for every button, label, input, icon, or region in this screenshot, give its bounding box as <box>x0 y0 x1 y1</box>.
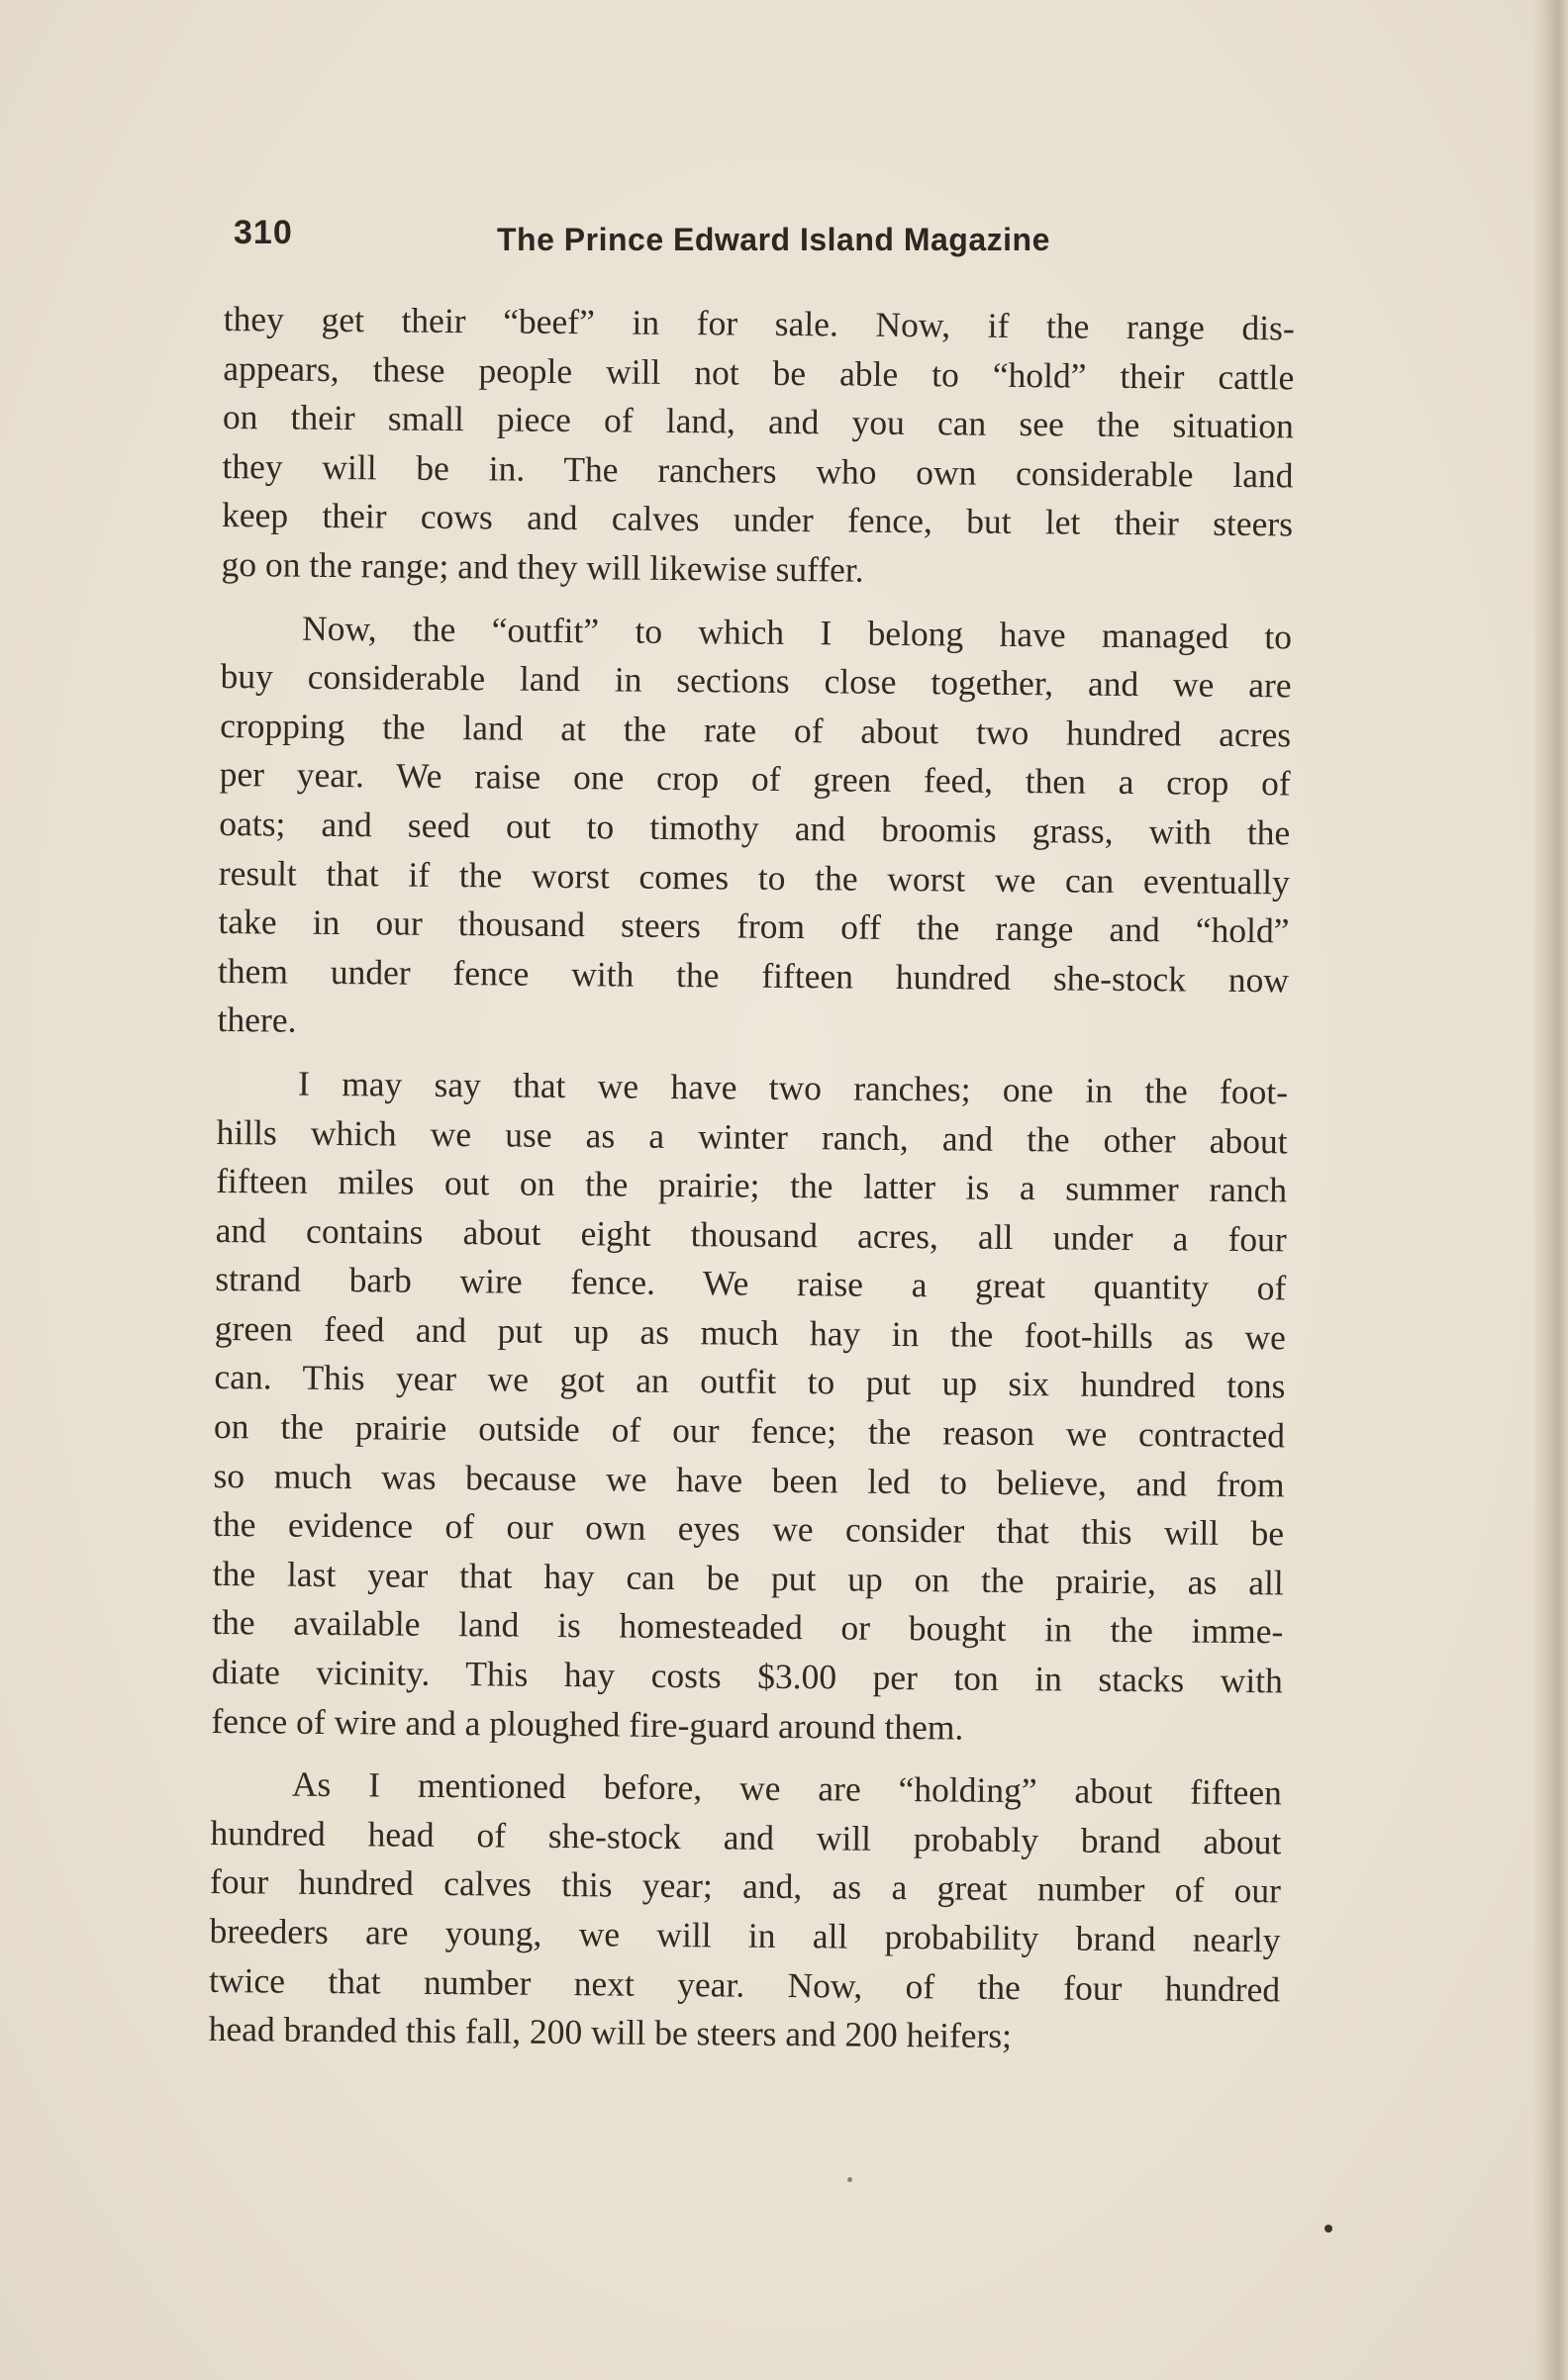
paragraph <box>208 1760 1282 2063</box>
paper-speck <box>1324 2225 1332 2233</box>
page-number: 310 <box>234 214 293 251</box>
text-line: result that if the worst comes to the worst we can eventually <box>218 852 1291 902</box>
text-line: take in our thousand steers from off the range and “hold” <box>218 902 1290 951</box>
running-head <box>234 214 1293 273</box>
text-line: go on the range; and they will likewise suffer. <box>221 543 864 590</box>
text-line: appears, these people will not be able to “hold” their cattle <box>223 347 1295 398</box>
text-line: fence of wire and a ploughed fire-guard around them. <box>211 1700 964 1748</box>
text-line: on their small piece of land, and you can see the situation <box>222 397 1295 446</box>
text-line: the last year that hay can be put up on the prairie, as all <box>212 1553 1284 1603</box>
magazine-title: The Prince Edward Island Magazine <box>497 222 1050 257</box>
text-line: fifteen miles out on the prairie; the latter is a summer ranch <box>216 1161 1288 1210</box>
paragraph <box>217 604 1292 1055</box>
text-line: four hundred calves this year; and, as a great number of our <box>209 1861 1282 1911</box>
paragraph <box>211 1059 1288 1756</box>
text-line: on the prairie outside of our fence; the reason we contracted <box>213 1406 1286 1456</box>
text-line: oats; and seed out to timothy and broomis grass, with the <box>219 803 1291 853</box>
text-line: they get their “beef” in for sale. Now, if the range dis- <box>223 298 1295 348</box>
text-line: twice that number next year. Now, of the four hundred <box>208 1959 1281 2009</box>
text-line: green feed and put up as much hay in the foot-hills as we <box>214 1307 1287 1358</box>
text-line: hills which we use as a winter ranch, and the other about <box>216 1111 1288 1161</box>
text-line: and contains about eight thousand acres, all under a four <box>215 1209 1287 1260</box>
text-line: hundred head of she-stock and will probably brand about <box>210 1812 1282 1862</box>
text-line: breeders are young, we will in all probability brand nearly <box>209 1910 1281 1960</box>
paragraph <box>221 295 1295 599</box>
text-line: diate vicinity. This hay costs $3.00 per ton in stacks with <box>211 1651 1283 1701</box>
paper-speck <box>847 2177 852 2182</box>
text-line: so much was because we have been led to believe, and from <box>213 1455 1285 1505</box>
page-edge-shadow <box>1534 0 1568 2380</box>
text-line: the available land is homesteaded or bought in the imme- <box>212 1602 1284 1652</box>
text-line: cropping the land at the rate of about two hundred acres <box>220 705 1292 755</box>
text-line: Now, the “outfit” to which I belong have managed to <box>301 608 1293 656</box>
text-line: As I mentioned before, we are “holding” about fifteen <box>291 1763 1283 1813</box>
text-line: can. This year we got an outfit to put up six hundred tons <box>214 1357 1286 1406</box>
body-text <box>208 295 1295 2077</box>
text-line: the evidence of our own eyes we consider that this will be <box>212 1504 1285 1554</box>
text-line: they will be in. The ranchers who own considerable land <box>222 445 1294 496</box>
text-line: I may say that we have two ranches; one in the foot- <box>297 1063 1289 1112</box>
text-line: keep their cows and calves under fence, but let their steers <box>221 495 1294 544</box>
text-line: head branded this fall, 200 will be steers and 200 heifers; <box>208 2009 1013 2056</box>
text-line: per year. We raise one crop of green feed, then a crop of <box>219 754 1291 804</box>
text-line: them under fence with the fifteen hundred she-stock now <box>217 950 1290 1000</box>
text-line: buy considerable land in sections close together, and we are <box>220 656 1292 706</box>
text-line: strand barb wire fence. We raise a great quantity of <box>215 1259 1287 1308</box>
text-line: there. <box>217 1000 297 1040</box>
